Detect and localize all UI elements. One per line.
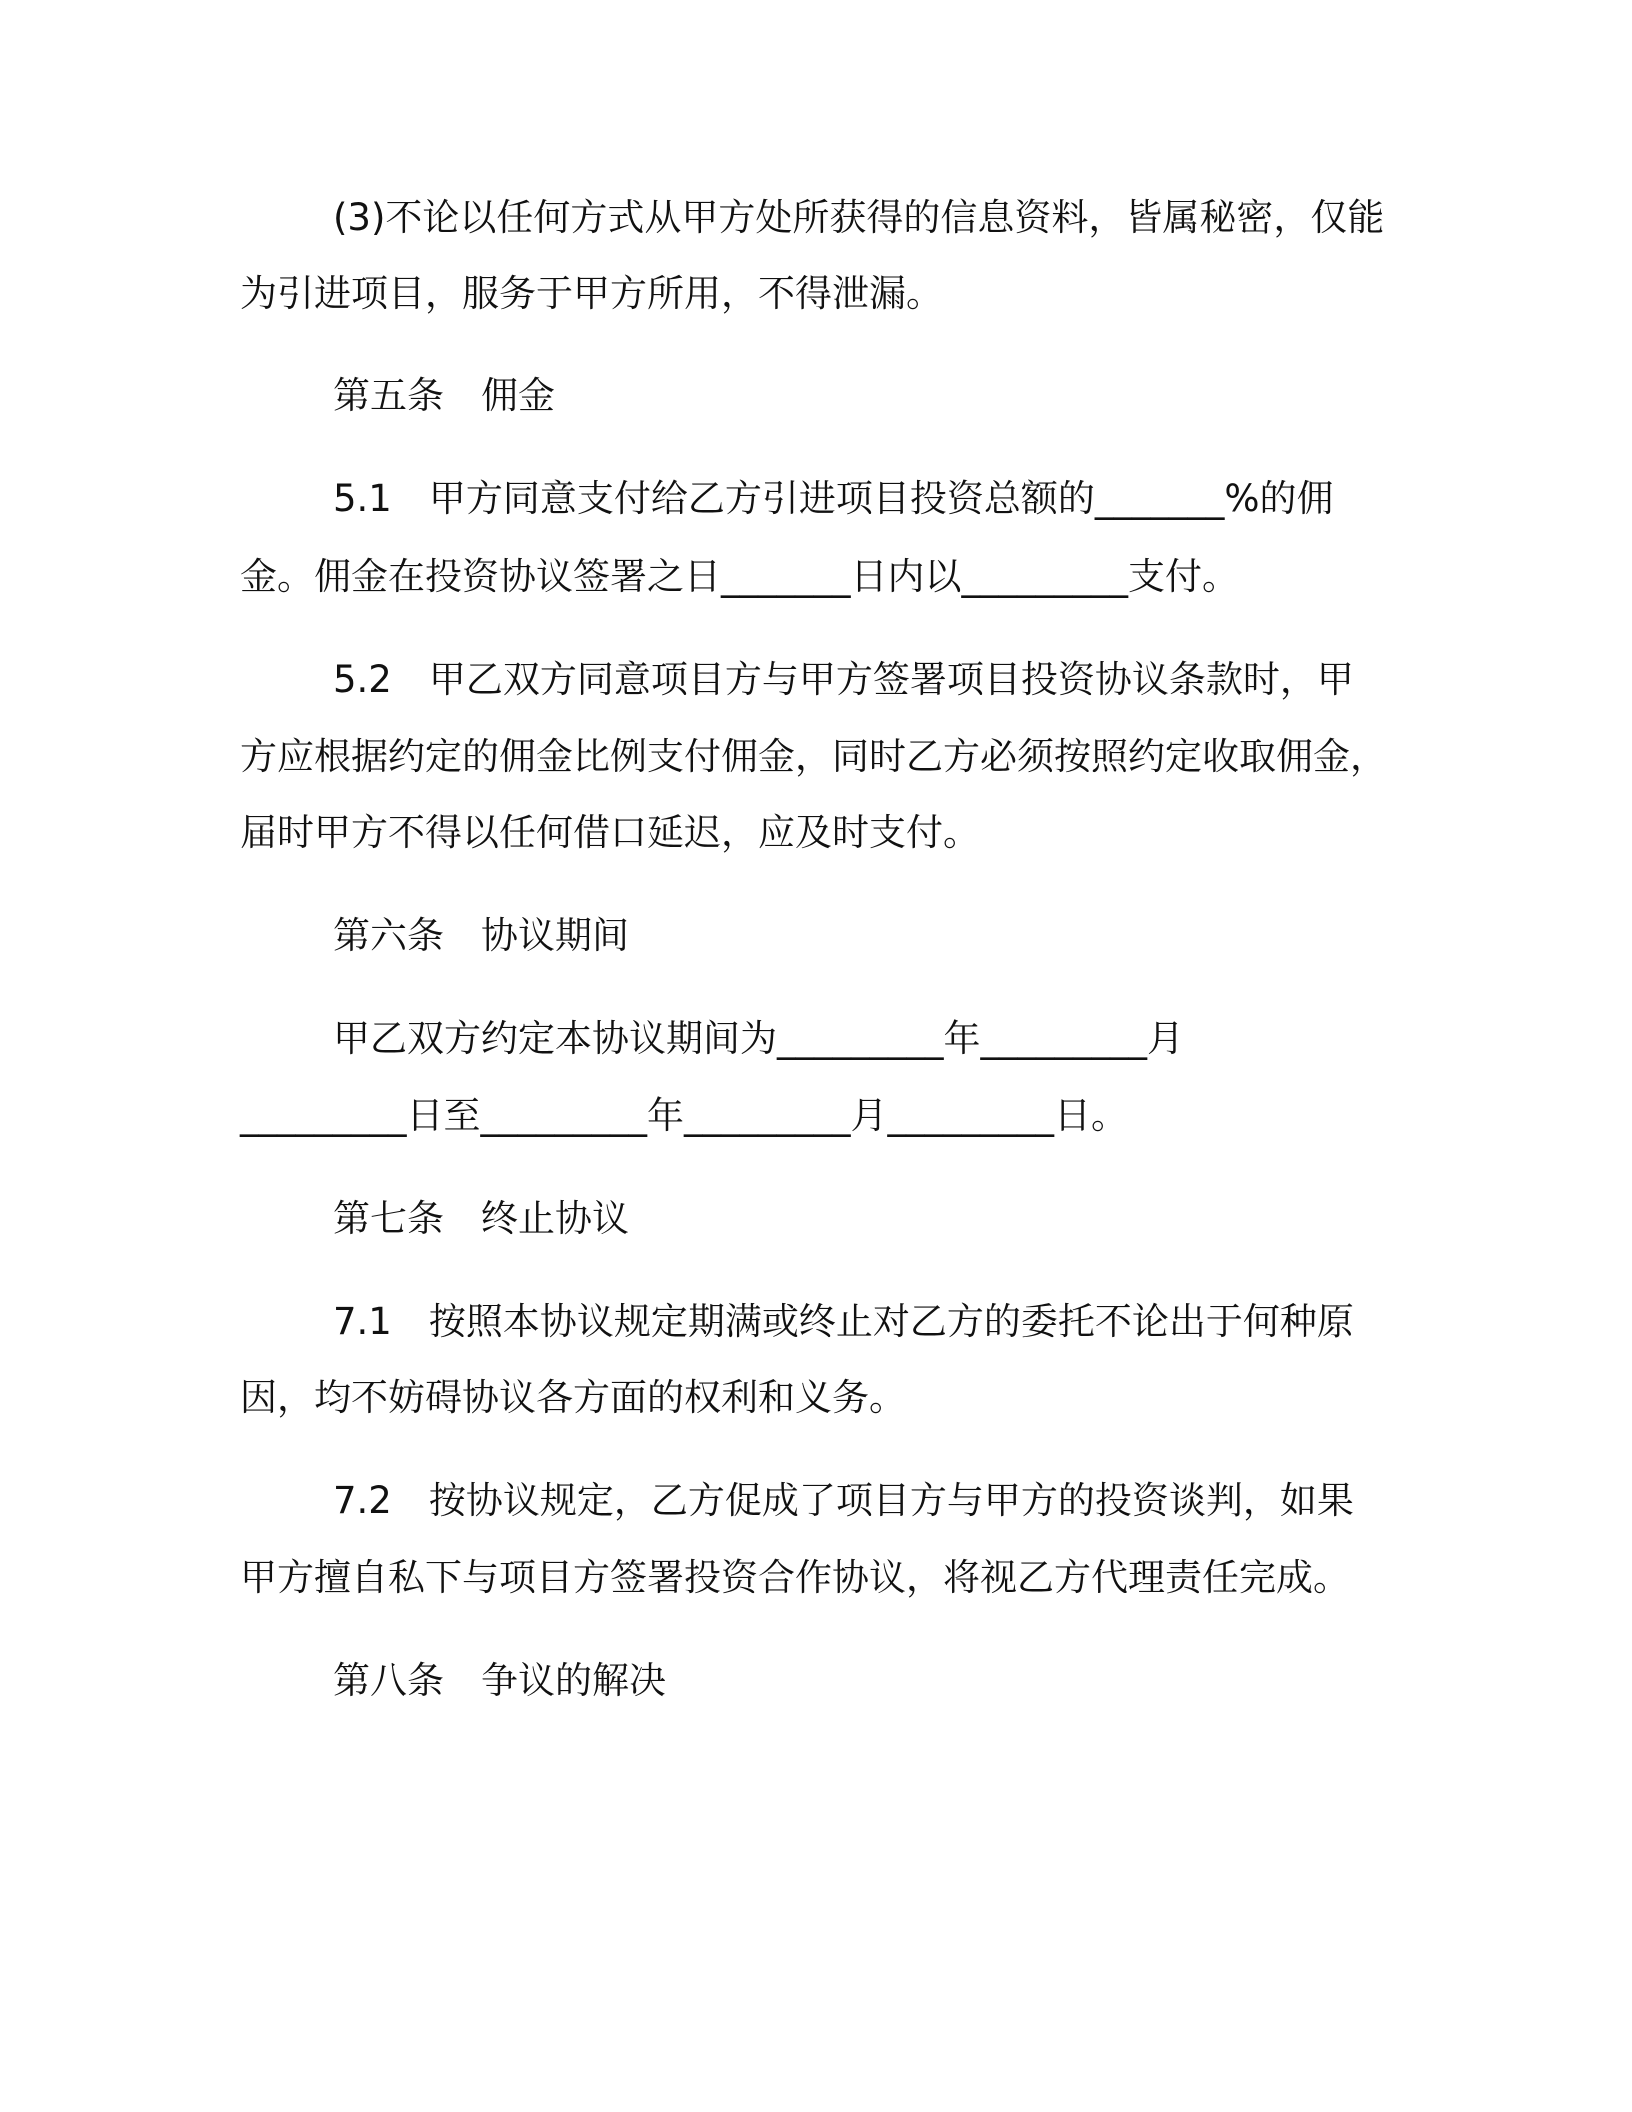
clause-7-2-line-2: 甲方擅自私下与项目方签署投资合作协议，将视乙方代理责任完成。	[240, 1556, 1350, 1599]
article-6-heading: 第六条 协议期间	[333, 914, 629, 957]
clause-7-1-line-2: 因，均不妨碍协议各方面的权利和义务。	[240, 1376, 906, 1419]
clause-5-1-line-1: 5.1 甲方同意支付给乙方引进项目投资总额的_______%的佣	[333, 477, 1334, 520]
clause-5-1-line-2: 金。佣金在投资协议签署之日_______日内以_________支付。	[240, 555, 1239, 598]
clause-5-2-line-2: 方应根据约定的佣金比例支付佣金，同时乙方必须按照约定收取佣金，	[240, 735, 1387, 778]
clause-7-1-line-1: 7.1 按照本协议规定期满或终止对乙方的委托不论出于何种原	[333, 1300, 1354, 1343]
clause-5-2-line-3: 届时甲方不得以任何借口延迟，应及时支付。	[240, 811, 980, 854]
article-6-body-line-1: 甲乙双方约定本协议期间为_________年_________月	[333, 1017, 1184, 1060]
article-7-heading: 第七条 终止协议	[333, 1197, 629, 1240]
clause-5-2-line-1: 5.2 甲乙双方同意项目方与甲方签署项目投资协议条款时，甲	[333, 658, 1354, 701]
clause-7-2-line-1: 7.2 按协议规定，乙方促成了项目方与甲方的投资谈判，如果	[333, 1479, 1354, 1522]
article-8-heading: 第八条 争议的解决	[333, 1659, 666, 1702]
article-5-heading: 第五条 佣金	[333, 374, 555, 417]
clause-4-3-line-2: 为引进项目，服务于甲方所用，不得泄漏。	[240, 272, 943, 315]
clause-4-3-line-1: (3)不论以任何方式从甲方处所获得的信息资料，皆属秘密，仅能	[333, 196, 1385, 239]
article-6-body-line-2: _________日至_________年_________月_________日。	[240, 1094, 1128, 1137]
